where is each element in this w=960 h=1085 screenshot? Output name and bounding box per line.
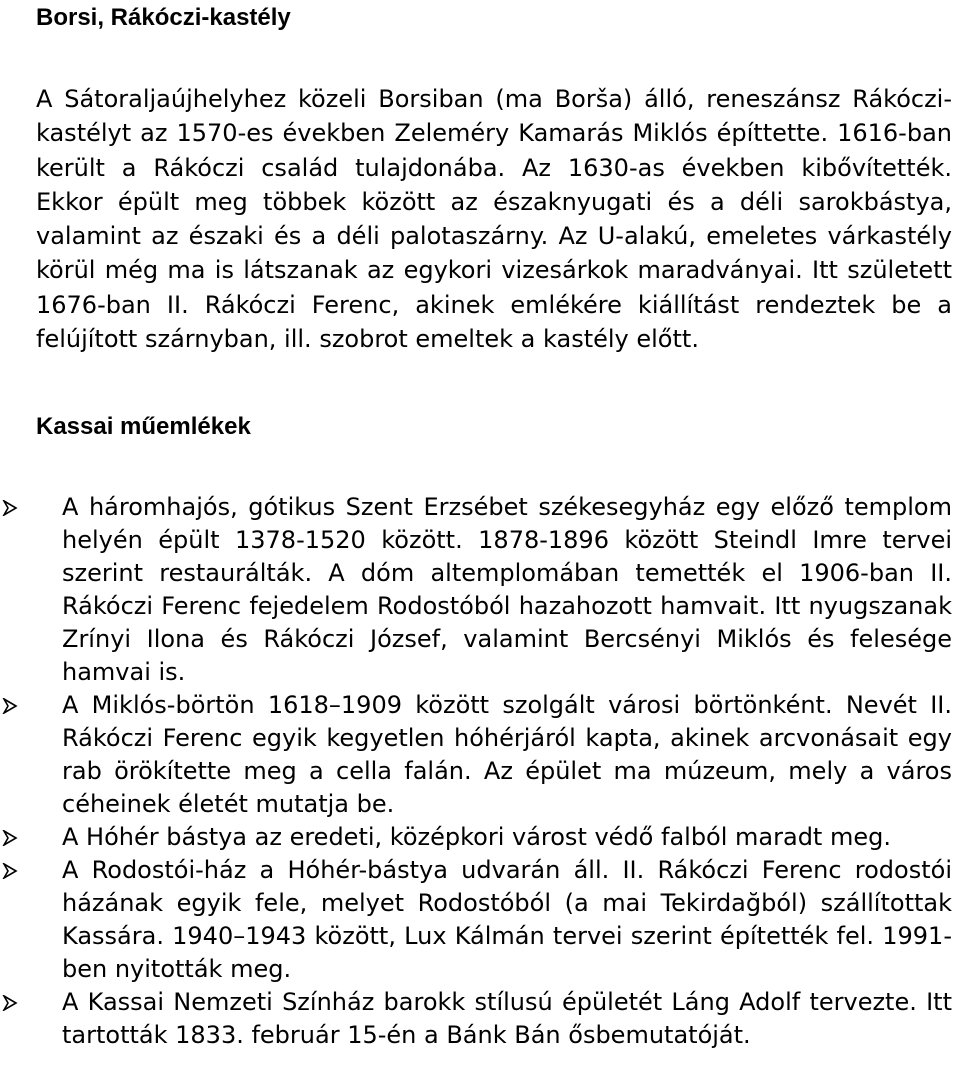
arrowhead-bullet-icon bbox=[2, 830, 18, 846]
section-heading: Kassai műemlékek bbox=[36, 413, 251, 441]
arrowhead-bullet-icon bbox=[2, 698, 18, 714]
list-item bbox=[36, 986, 952, 1052]
list-item-text: A Hóhér bástya az eredeti, középkori várost védő falból maradt meg. bbox=[62, 823, 891, 852]
list-item bbox=[36, 491, 952, 689]
list-item-text: A Rodostói-ház a Hóhér-bástya udvarán áll. II. Rákóczi Ferenc rodostói házának egyik fele, melyet Rodostóból (a mai Tekirdağból) szállítottak Kassára. 1940–1943 között, Lux Kálmán tervei szerint építették fel. 1991-ben nyitották meg. bbox=[62, 856, 952, 984]
list-item-text: A háromhajós, gótikus Szent Erzsébet székesegyház egy előző templom helyén épült 1378-1520 között. 1878-1896 között Steindl Imre tervei szerint restaurálták. A dóm altemplomában temették el 1906-ban II. Rákóczi Ferenc fejedelem Rodostóból hazahozott hamvait. Itt nyugszanak Zrínyi Ilona és Rákóczi József, valamint Bercsényi Miklós és felesége hamvai is. bbox=[62, 493, 952, 687]
arrowhead-bullet-icon bbox=[2, 863, 18, 879]
list-item bbox=[36, 689, 952, 821]
list-item bbox=[36, 821, 952, 854]
arrowhead-bullet-icon bbox=[2, 500, 18, 516]
list-item-text: A Miklós-börtön 1618–1909 között szolgált városi börtönként. Nevét II. Rákóczi Ferenc egyik kegyetlen hóhérjáról kapta, akinek arcvonásait egy rab örökítette meg a cella falán. Az épület ma múzeum, mely a város céheinek életét mutatja be. bbox=[62, 691, 952, 819]
list-item-text: A Kassai Nemzeti Színház barokk stílusú épületét Láng Adolf tervezte. Itt tartották 1833. február 15-én a Bánk Bán ősbemutatóját. bbox=[62, 988, 952, 1050]
arrowhead-bullet-icon bbox=[2, 995, 18, 1011]
page-title: Borsi, Rákóczi-kastély bbox=[36, 4, 291, 31]
bullet-list bbox=[36, 491, 952, 1052]
list-item bbox=[36, 854, 952, 986]
intro-paragraph: A Sátoraljaújhelyhez közeli Borsiban (ma Borša) álló, reneszánsz Rákóczi-kastélyt az 1570-es években Zeleméry Kamarás Miklós építtette. 1616-ban került a Rákóczi család tulajdonába. Az 1630-as években kibővítették. Ekkor épült meg többek között az északnyugati és a déli sarokbástya, valamint az északi és a déli palotaszárny. Az U-alakú, emeletes várkastély körül még ma is látszanak az egykori vizesárkok maradványai. Itt született 1676-ban II. Rákóczi Ferenc, akinek emlékére kiállítást rendeztek be a felújított szárnyban, ill. szobrot emeltek a kastély előtt. bbox=[36, 85, 952, 354]
